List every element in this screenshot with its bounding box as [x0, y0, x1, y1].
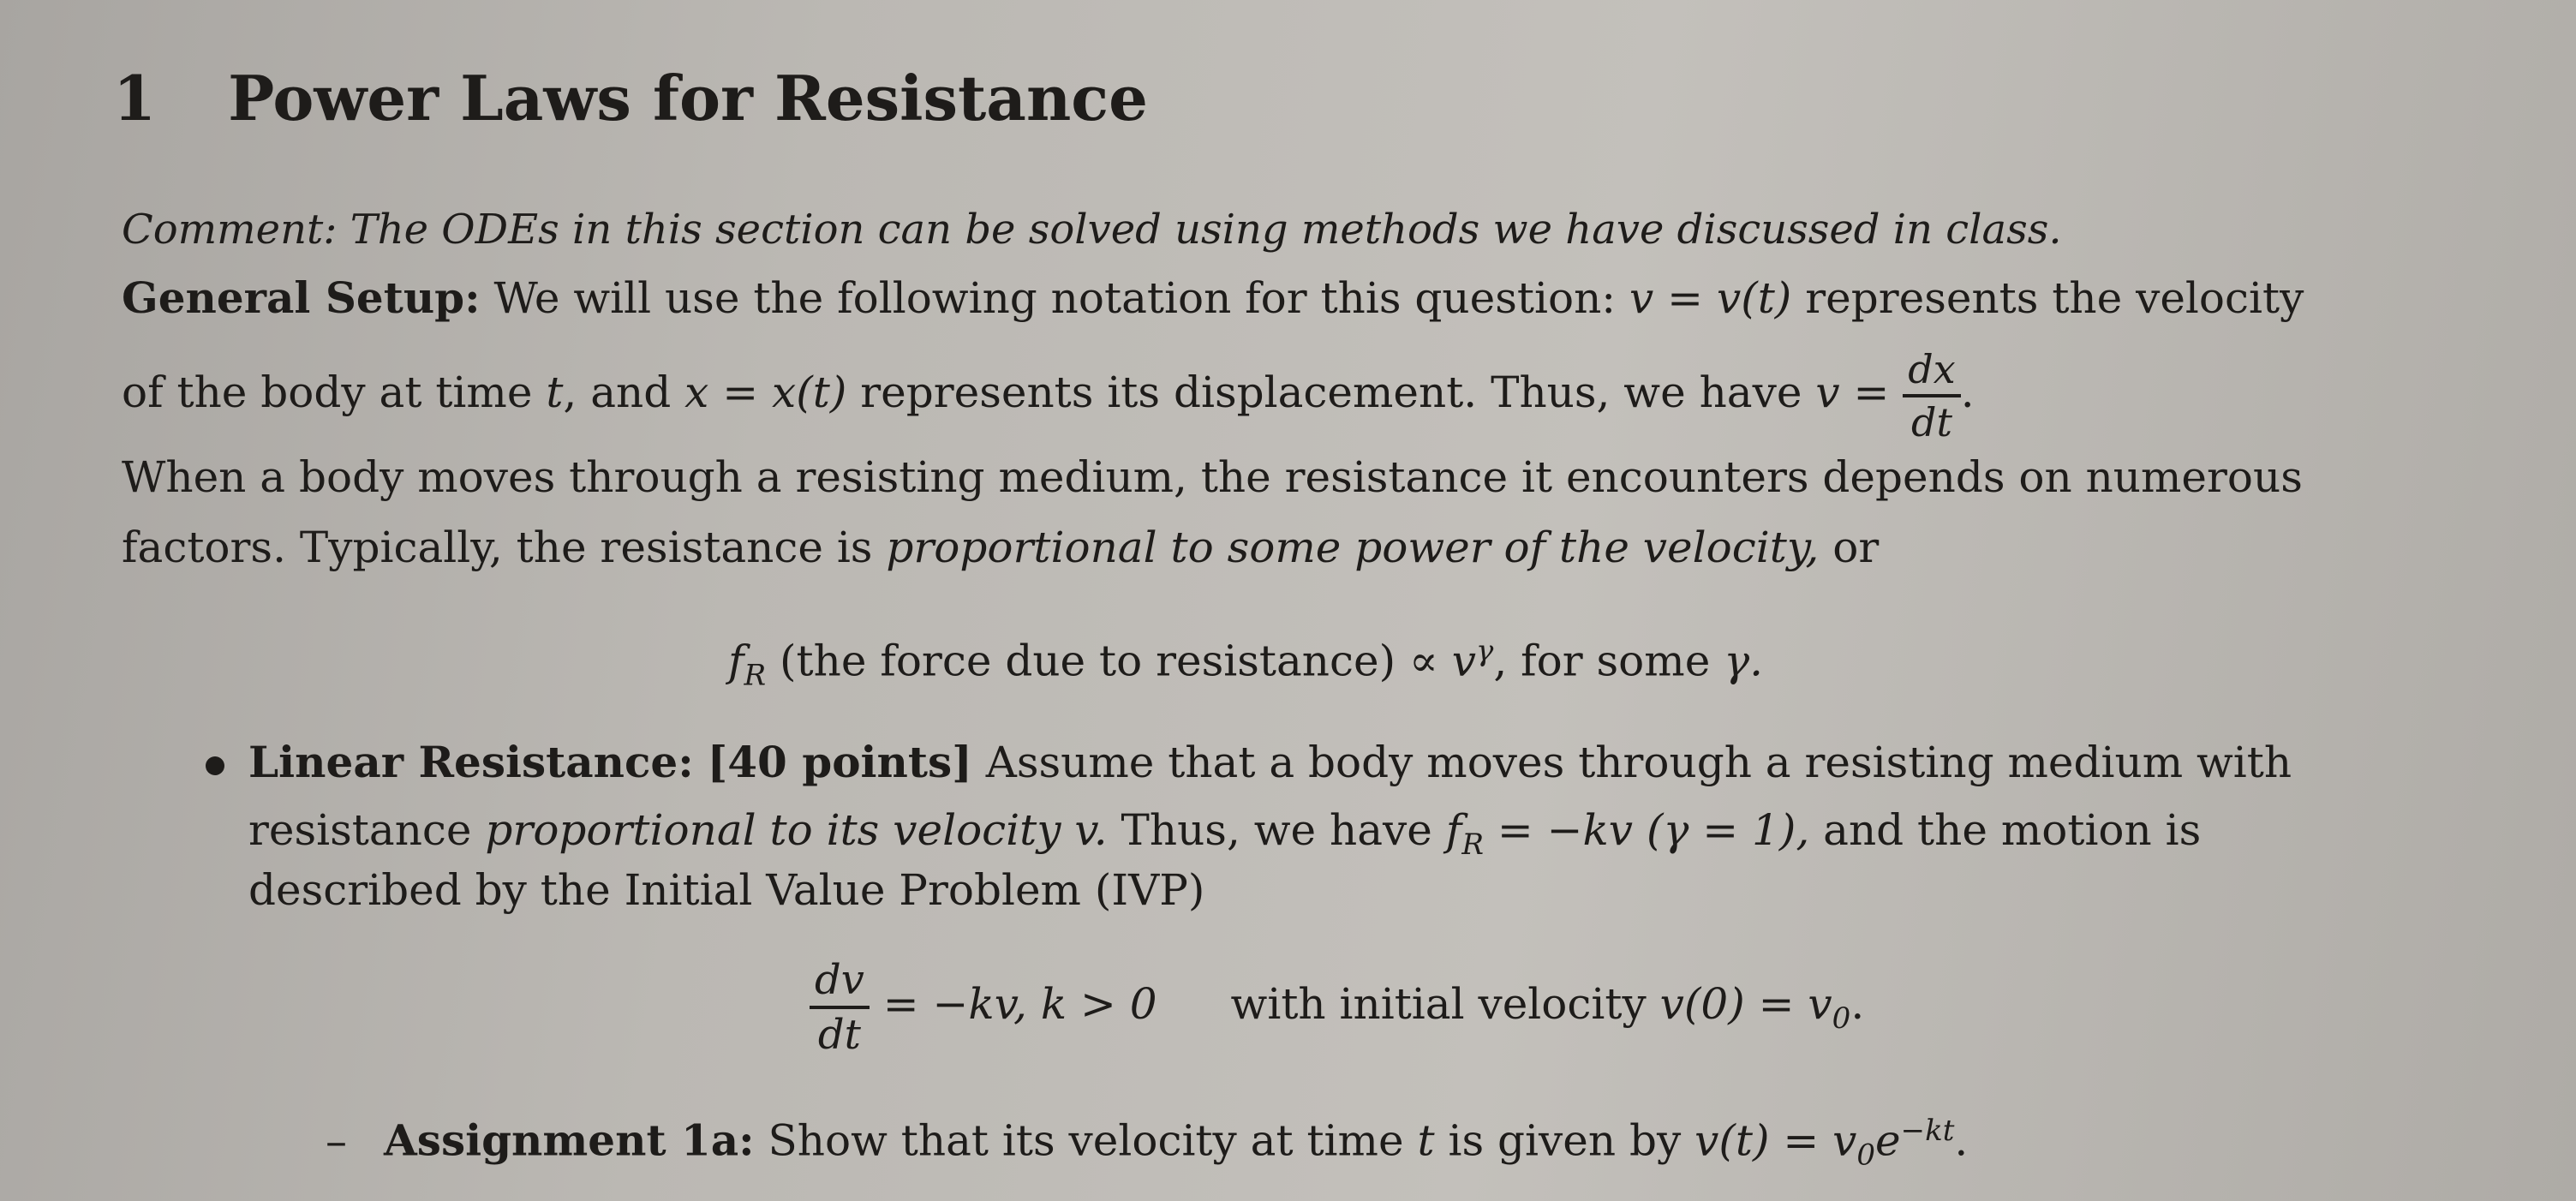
- assignment-sub: 0: [1856, 1138, 1876, 1173]
- setup-line4-italic: proportional to some power of the velocity,: [886, 523, 1820, 572]
- assignment-exp: −kt: [1900, 1114, 1955, 1148]
- assignment-label: Assignment 1a:: [384, 1114, 755, 1166]
- ivp-numerator: dv: [810, 959, 870, 1009]
- setup-line1-math: v = v(t): [1629, 273, 1792, 323]
- linear-line1-end: Assume that a body moves through a resisting medium with: [985, 738, 2292, 787]
- formula-f: f: [728, 636, 744, 686]
- ivp-condition-end: .: [1850, 979, 1865, 1029]
- resistance-formula: [728, 634, 1763, 693]
- assignment-text: Show that its velocity at time: [768, 1115, 1404, 1166]
- setup-line-1: [122, 272, 2304, 323]
- bullet-icon: [206, 756, 224, 775]
- ivp-denominator: dt: [817, 1011, 861, 1059]
- setup-line2-start: of the body at time: [122, 367, 533, 417]
- setup-line1-text: We will use the following notation for this question:: [493, 273, 1617, 323]
- formula-text: (the force due to resistance) ∝: [780, 636, 1438, 686]
- assignment-text2: is given by: [1448, 1115, 1682, 1166]
- section-title: Power Laws for Resistance: [228, 62, 1148, 134]
- setup-line2-math: x = x(t): [684, 367, 847, 417]
- linear-line-1: [206, 737, 2292, 787]
- setup-line4-start: factors. Typically, the resistance is: [122, 523, 873, 572]
- linear-line-2: [248, 805, 2201, 862]
- ivp-condition-sub: 0: [1832, 1001, 1851, 1036]
- formula-gamma: γ.: [1724, 636, 1763, 686]
- assignment-1a: [326, 1114, 1968, 1173]
- dv-dt-fraction: [810, 956, 870, 1059]
- section-number: 1: [113, 62, 157, 134]
- linear-points: [40 points]: [707, 737, 972, 787]
- assignment-e: e: [1875, 1115, 1901, 1166]
- linear-line2-start: resistance: [248, 805, 472, 855]
- assignment-math: v(t) = v: [1694, 1115, 1857, 1166]
- setup-line-4: [122, 523, 1879, 572]
- linear-line-3: described by the Initial Value Problem (IVP): [248, 865, 1205, 915]
- assignment-t: t: [1417, 1115, 1435, 1166]
- setup-line4-end: or: [1832, 523, 1880, 572]
- setup-line2-mid: , and: [563, 367, 672, 417]
- linear-label: Linear Resistance:: [248, 737, 694, 787]
- setup-line2-v: v =: [1815, 367, 1890, 417]
- dx-dt-fraction: [1903, 346, 1960, 445]
- linear-line2-v: v.: [1074, 805, 1108, 855]
- assignment-dash: –: [326, 1115, 347, 1166]
- formula-tail: , for some: [1493, 636, 1711, 686]
- ivp-condition-math: v(0) = v: [1659, 979, 1832, 1029]
- linear-line2-end: and the motion is: [1823, 805, 2202, 855]
- linear-line2-italic: proportional to its velocity: [485, 805, 1061, 855]
- setup-label: General Setup:: [122, 272, 481, 323]
- formula-v: v: [1451, 636, 1476, 686]
- formula-f-sub: R: [744, 658, 767, 693]
- setup-line1-end: represents the velocity: [1805, 273, 2304, 323]
- formula-gamma-sup: γ: [1476, 634, 1494, 668]
- ivp-condition-text: with initial velocity: [1230, 979, 1647, 1029]
- setup-line-3: When a body moves through a resisting medium, the resistance it encounters depends on numerous: [122, 452, 2303, 502]
- linear-line2-mid: Thus, we have: [1121, 805, 1432, 855]
- ivp-rhs: = −kv, k > 0: [882, 979, 1157, 1029]
- setup-line2-end: represents its displacement. Thus, we have: [860, 367, 1802, 417]
- fraction-denominator: dt: [1911, 399, 1952, 445]
- setup-line2-t: t: [546, 367, 564, 417]
- fraction-numerator: dx: [1903, 350, 1960, 397]
- linear-eq-rest: = −kv (γ = 1),: [1497, 805, 1810, 855]
- section-heading: [113, 62, 1148, 134]
- linear-eq-f: f: [1445, 805, 1462, 855]
- assignment-end: .: [1954, 1115, 1969, 1166]
- ivp-equation: [810, 956, 1865, 1059]
- linear-eq-sub: R: [1461, 828, 1484, 862]
- setup-line-2: of the body at time t, and x = x(t) represents its displacement. Thus, we have v = $\frac{dx}{dt}$ .: [122, 346, 1975, 445]
- comment-line: Comment: The ODEs in this section can be solved using methods we have discussed in class.: [122, 206, 2062, 254]
